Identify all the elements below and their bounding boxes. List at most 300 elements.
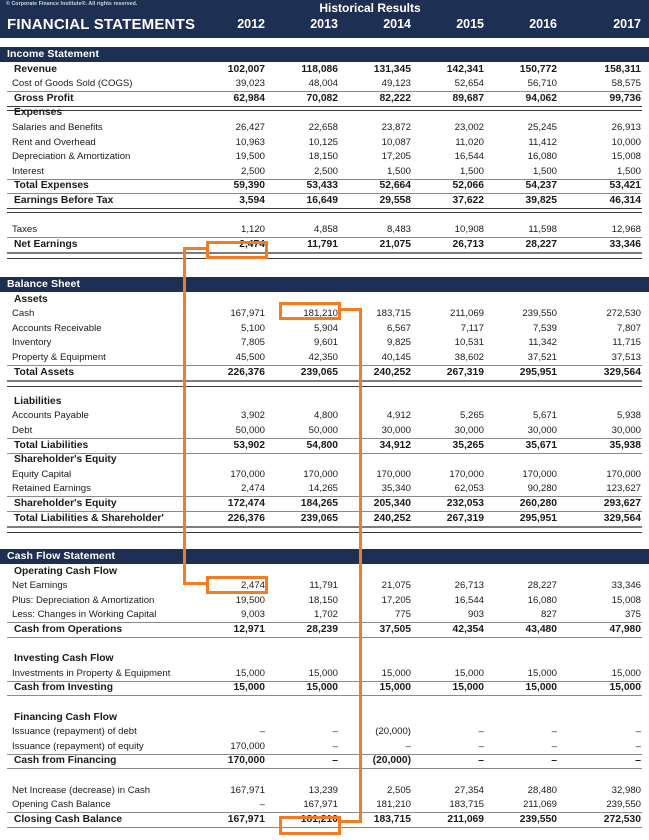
cell-value: 15,000 xyxy=(308,667,338,679)
cell-value: 43,480 xyxy=(525,623,557,635)
table-row xyxy=(0,64,649,79)
table-row xyxy=(0,323,649,338)
cell-value: 9,003 xyxy=(240,609,265,621)
cell-value: 240,252 xyxy=(373,366,411,378)
row-label: Plus: Depreciation & Amortization xyxy=(12,594,155,606)
cell-value: 33,346 xyxy=(609,238,641,250)
cell-value: 1,500 xyxy=(532,165,557,177)
cell-value: 26,427 xyxy=(235,121,265,133)
row-label: Taxes xyxy=(12,224,38,236)
cell-value: 53,902 xyxy=(233,439,265,451)
cell-value: 15,000 xyxy=(381,667,411,679)
cell-value: 19,500 xyxy=(235,594,265,606)
cell-value: 90,280 xyxy=(527,483,557,495)
cell-value: 54,237 xyxy=(525,180,557,192)
row-label: Assets xyxy=(14,293,48,305)
cell-value: 16,544 xyxy=(454,151,484,163)
page-title: FINANCIAL STATEMENTS xyxy=(7,16,196,33)
table-row xyxy=(0,122,649,137)
cell-value: 2,505 xyxy=(386,784,411,796)
cell-value: 94,062 xyxy=(525,92,557,104)
callout-connector-segment xyxy=(183,247,186,585)
cell-value: 10,125 xyxy=(308,136,338,148)
cell-value: 37,622 xyxy=(452,194,484,206)
cell-value: 16,080 xyxy=(527,594,557,606)
cell-value: 53,433 xyxy=(306,180,338,192)
table-row xyxy=(0,454,649,469)
row-label: Total Liabilities xyxy=(14,439,89,451)
row-label: Opening Cash Balance xyxy=(12,799,111,811)
cell-value: – xyxy=(635,726,641,738)
cell-value: 62,984 xyxy=(233,92,265,104)
cell-value: 181,210 xyxy=(300,813,338,825)
cell-value: 33,346 xyxy=(611,580,641,592)
cell-value: 142,341 xyxy=(446,63,484,75)
cell-value: 37,513 xyxy=(611,351,641,363)
cell-value: 15,000 xyxy=(527,667,557,679)
callout-box-net-earnings-income xyxy=(206,241,268,259)
cell-value: 2,474 xyxy=(239,238,265,250)
cell-value: 15,000 xyxy=(379,682,411,694)
row-label: Net Earnings xyxy=(12,580,68,592)
cell-value: 50,000 xyxy=(235,424,265,436)
cell-value: 184,265 xyxy=(300,497,338,509)
cell-value: 15,008 xyxy=(611,151,641,163)
cell-value: 34,912 xyxy=(379,439,411,451)
page-header-bar xyxy=(0,0,649,40)
cell-value: 13,239 xyxy=(308,784,338,796)
row-label: Shareholder's Equity xyxy=(14,497,117,509)
cell-value: 82,222 xyxy=(379,92,411,104)
cell-value: 30,000 xyxy=(454,424,484,436)
cell-value: 10,087 xyxy=(381,136,411,148)
cell-value: 15,000 xyxy=(233,682,265,694)
cell-value: 240,252 xyxy=(373,512,411,524)
cell-value: 35,340 xyxy=(381,483,411,495)
cell-value: 4,858 xyxy=(313,224,338,236)
row-label: Interest xyxy=(12,165,44,177)
row-label: Gross Profit xyxy=(14,92,74,104)
row-label: Cost of Goods Sold (COGS) xyxy=(12,78,133,90)
row-label: Investing Cash Flow xyxy=(14,653,114,665)
cell-value: – xyxy=(332,740,338,752)
cell-value: 54,800 xyxy=(306,439,338,451)
cell-value: 226,376 xyxy=(227,512,265,524)
table-row xyxy=(0,381,649,396)
cell-value: 131,345 xyxy=(373,63,411,75)
cell-value: 2,500 xyxy=(240,165,265,177)
cell-value: 239,550 xyxy=(522,308,557,320)
table-row xyxy=(0,580,649,595)
row-label: Cash from Operations xyxy=(14,623,123,635)
row-label: Revenue xyxy=(14,63,57,75)
cell-value: – xyxy=(551,726,557,738)
row-label: Net Earnings xyxy=(14,238,78,250)
cell-value: 37,521 xyxy=(527,351,557,363)
cell-value: 89,687 xyxy=(452,92,484,104)
cell-value: 170,000 xyxy=(522,468,557,480)
cell-value: 48,004 xyxy=(308,78,338,90)
table-row xyxy=(0,770,649,785)
cell-value: 239,065 xyxy=(300,366,338,378)
cell-value: 211,069 xyxy=(450,308,484,320)
cell-value: – xyxy=(332,726,338,738)
table-row xyxy=(0,697,649,712)
cell-value: 62,053 xyxy=(454,483,484,495)
cell-value: 102,007 xyxy=(227,63,265,75)
row-label: Rent and Overhead xyxy=(12,136,96,148)
cell-value: – xyxy=(332,755,338,767)
cell-value: 30,000 xyxy=(611,424,641,436)
row-label: Cash from Financing xyxy=(14,755,117,767)
row-label: Cash xyxy=(12,308,35,320)
cell-value: – xyxy=(405,740,411,752)
cell-value: 11,020 xyxy=(455,136,484,148)
table-row xyxy=(0,639,649,654)
cell-value: 32,980 xyxy=(611,784,641,796)
table-row xyxy=(0,653,649,668)
callout-connector-segment xyxy=(338,820,362,823)
cell-value: 226,376 xyxy=(227,366,265,378)
cell-value: 39,825 xyxy=(525,194,557,206)
cell-value: 15,000 xyxy=(452,682,484,694)
section-title: Cash Flow Statement xyxy=(7,550,116,562)
cell-value: 15,000 xyxy=(235,667,265,679)
cell-value: 272,530 xyxy=(606,308,641,320)
row-label: Total Expenses xyxy=(14,180,89,192)
row-label: Investments in Property & Equipment xyxy=(12,667,171,679)
row-label: Depreciation & Amortization xyxy=(12,151,131,163)
section-header-cash-flow-statement xyxy=(0,549,649,564)
cell-value: 8,483 xyxy=(386,224,411,236)
cell-value: 11,412 xyxy=(528,136,557,148)
cell-value: 47,980 xyxy=(609,623,641,635)
row-label: Closing Cash Balance xyxy=(14,813,123,825)
row-label: Less: Changes in Working Capital xyxy=(12,609,157,621)
row-label: Debt xyxy=(12,424,33,436)
cell-value: 1,500 xyxy=(386,165,411,177)
cell-value: 11,715 xyxy=(612,337,641,349)
column-header-year-2012: 2012 xyxy=(237,17,265,31)
row-label: Shareholder's Equity xyxy=(14,454,117,466)
cell-value: 118,086 xyxy=(301,63,338,75)
section-title: Balance Sheet xyxy=(7,278,81,290)
cell-value: 19,500 xyxy=(235,151,265,163)
cell-value: 38,602 xyxy=(454,351,484,363)
row-label: Cash from Investing xyxy=(14,682,113,694)
cell-value: 21,075 xyxy=(379,238,411,250)
row-label: Salaries and Benefits xyxy=(12,121,103,133)
cell-value: 99,736 xyxy=(609,92,641,104)
cell-value: 16,544 xyxy=(454,594,484,606)
column-header-year-2013: 2013 xyxy=(310,17,338,31)
cell-value: 25,245 xyxy=(527,121,557,133)
cell-value: 10,531 xyxy=(454,337,484,349)
cell-value: 42,350 xyxy=(308,351,338,363)
cell-value: – xyxy=(478,726,484,738)
row-label: Accounts Payable xyxy=(12,410,89,422)
cell-value: 903 xyxy=(467,609,484,621)
cell-value: 10,000 xyxy=(611,136,641,148)
cell-value: 40,145 xyxy=(381,351,411,363)
table-rule xyxy=(7,526,642,533)
cell-value: 15,000 xyxy=(611,667,641,679)
table-rule xyxy=(7,252,642,259)
table-row xyxy=(0,785,649,800)
cell-value: 17,205 xyxy=(381,594,411,606)
cell-value: 15,000 xyxy=(306,682,338,694)
table-row xyxy=(0,137,649,152)
cell-value: 5,671 xyxy=(532,410,557,422)
table-row xyxy=(0,210,649,225)
row-label: Issuance (repayment) of debt xyxy=(12,726,137,738)
cell-value: 35,265 xyxy=(452,439,484,451)
cell-value: 18,150 xyxy=(308,151,338,163)
cell-value: 205,340 xyxy=(373,497,411,509)
cell-value: 5,100 xyxy=(240,322,265,334)
table-row xyxy=(0,726,649,741)
cell-value: 58,575 xyxy=(611,78,641,90)
cell-value: – xyxy=(551,740,557,752)
cell-value: 6,567 xyxy=(386,322,411,334)
row-label: Retained Earnings xyxy=(12,483,91,495)
row-label: Financing Cash Flow xyxy=(14,711,117,723)
cell-value: 70,082 xyxy=(306,92,338,104)
callout-connector-segment xyxy=(183,582,209,585)
cell-value: 7,117 xyxy=(460,322,484,334)
cell-value: 183,715 xyxy=(376,308,411,320)
row-label: Equity Capital xyxy=(12,468,72,480)
cell-value: 183,715 xyxy=(449,799,484,811)
cell-value: 11,791 xyxy=(307,238,338,250)
cell-value: 4,800 xyxy=(313,410,338,422)
section-header-balance-sheet xyxy=(0,277,649,292)
cell-value: 42,354 xyxy=(452,623,484,635)
cell-value: 267,319 xyxy=(446,512,484,524)
cell-value: 272,530 xyxy=(603,813,641,825)
cell-value: 11,598 xyxy=(528,224,557,236)
cell-value: 50,000 xyxy=(308,424,338,436)
cell-value: 7,807 xyxy=(616,322,641,334)
cell-value: 158,311 xyxy=(604,63,641,75)
cell-value: 39,023 xyxy=(235,78,265,90)
cell-value: 52,066 xyxy=(452,180,484,192)
cell-value: 2,474 xyxy=(240,483,265,495)
cell-value: 239,065 xyxy=(300,512,338,524)
section-title: Income Statement xyxy=(7,48,100,60)
table-row xyxy=(0,151,649,166)
table-row xyxy=(0,469,649,484)
cell-value: 5,938 xyxy=(616,410,641,422)
cell-value: 167,971 xyxy=(230,784,265,796)
cell-value: 27,354 xyxy=(454,784,484,796)
cell-value: 375 xyxy=(624,609,641,621)
cell-value: 7,539 xyxy=(532,322,557,334)
row-label: Inventory xyxy=(12,337,52,349)
column-header-year-2014: 2014 xyxy=(383,17,411,31)
cell-value: 29,558 xyxy=(379,194,411,206)
cell-value: 37,505 xyxy=(379,623,411,635)
cell-value: 1,702 xyxy=(313,609,338,621)
cell-value: 26,913 xyxy=(611,121,641,133)
table-row xyxy=(0,712,649,727)
cell-value: (20,000) xyxy=(375,726,411,738)
table-row xyxy=(0,396,649,411)
cell-value: 11,342 xyxy=(528,337,557,349)
callout-connector-segment xyxy=(359,308,362,823)
cell-value: – xyxy=(259,726,265,738)
callout-box-cash-balance-sheet xyxy=(279,302,341,320)
callout-connector-segment xyxy=(183,247,209,250)
cell-value: 2,474 xyxy=(240,580,265,592)
cell-value: 295,951 xyxy=(519,366,557,378)
cell-value: 53,421 xyxy=(609,180,641,192)
cell-value: 18,150 xyxy=(308,594,338,606)
callout-box-net-earnings-cashflow xyxy=(206,576,268,594)
cell-value: 775 xyxy=(394,609,411,621)
cell-value: 9,601 xyxy=(313,337,338,349)
cell-value: 211,069 xyxy=(447,813,484,825)
cell-value: 293,627 xyxy=(603,497,641,509)
historical-results-label: Historical Results xyxy=(319,1,421,15)
cell-value: 150,772 xyxy=(519,63,557,75)
cell-value: 28,227 xyxy=(525,238,557,250)
copyright-notice: © Corporate Finance Institute®. All rights reserved. xyxy=(6,1,138,7)
cell-value: 211,069 xyxy=(523,799,557,811)
cell-value: 30,000 xyxy=(527,424,557,436)
cell-value: 21,075 xyxy=(381,580,411,592)
cell-value: 26,713 xyxy=(454,580,484,592)
cell-value: 12,971 xyxy=(233,623,265,635)
cell-value: 22,658 xyxy=(308,121,338,133)
cell-value: 7,805 xyxy=(240,337,265,349)
row-label: Total Assets xyxy=(14,366,75,378)
cell-value: 3,902 xyxy=(240,410,265,422)
cell-value: 170,000 xyxy=(376,468,411,480)
table-row xyxy=(0,410,649,425)
cell-value: 23,002 xyxy=(454,121,484,133)
cell-value: (20,000) xyxy=(372,755,411,767)
cell-value: – xyxy=(478,755,484,767)
cell-value: 35,938 xyxy=(609,439,641,451)
row-label: Issuance (repayment) of equity xyxy=(12,740,144,752)
cell-value: 167,971 xyxy=(227,813,265,825)
cell-value: 167,971 xyxy=(303,799,338,811)
column-header-year-2017: 2017 xyxy=(613,17,641,31)
cell-value: 239,550 xyxy=(606,799,641,811)
cell-value: 1,120 xyxy=(240,224,265,236)
row-label: Property & Equipment xyxy=(12,351,106,363)
cell-value: 15,008 xyxy=(611,594,641,606)
cell-value: – xyxy=(259,799,265,811)
row-label: Liabilities xyxy=(14,395,62,407)
cell-value: – xyxy=(551,755,557,767)
cell-value: 52,654 xyxy=(454,78,484,90)
cell-value: 123,627 xyxy=(606,483,641,495)
cell-value: 28,227 xyxy=(527,580,557,592)
table-row xyxy=(0,595,649,610)
cell-value: 239,550 xyxy=(519,813,557,825)
cell-value: 56,710 xyxy=(527,78,557,90)
cell-value: 35,671 xyxy=(525,439,557,451)
row-label: Net Increase (decrease) in Cash xyxy=(12,784,151,796)
row-label: Expenses xyxy=(14,107,63,119)
cell-value: 181,210 xyxy=(303,308,338,320)
cell-value: – xyxy=(635,740,641,752)
cell-value: 181,210 xyxy=(376,799,411,811)
cell-value: 5,265 xyxy=(459,410,484,422)
cell-value: 17,205 xyxy=(381,151,411,163)
cell-value: 3,594 xyxy=(239,194,265,206)
cell-value: 15,000 xyxy=(454,667,484,679)
cell-value: 1,500 xyxy=(459,165,484,177)
row-label: Operating Cash Flow xyxy=(14,565,117,577)
row-label: Total Liabilities & Shareholder' xyxy=(14,512,164,524)
cell-value: 10,908 xyxy=(454,224,484,236)
cell-value: 329,564 xyxy=(603,512,641,524)
cell-value: 170,000 xyxy=(303,468,338,480)
row-label: Accounts Receivable xyxy=(12,322,102,334)
cell-value: 295,951 xyxy=(519,512,557,524)
cell-value: 232,053 xyxy=(446,497,484,509)
cell-value: 46,314 xyxy=(609,194,641,206)
cell-value: 12,968 xyxy=(611,224,641,236)
cell-value: 28,239 xyxy=(306,623,338,635)
column-header-year-2015: 2015 xyxy=(456,17,484,31)
cell-value: 172,474 xyxy=(227,497,265,509)
cell-value: 15,000 xyxy=(609,682,641,694)
cell-value: 15,000 xyxy=(525,682,557,694)
cell-value: 170,000 xyxy=(230,468,265,480)
cell-value: 59,390 xyxy=(233,180,265,192)
cell-value: 267,319 xyxy=(446,366,484,378)
cell-value: 16,080 xyxy=(527,151,557,163)
cell-value: 170,000 xyxy=(449,468,484,480)
table-row xyxy=(0,337,649,352)
column-header-year-2016: 2016 xyxy=(529,17,557,31)
cell-value: 183,715 xyxy=(373,813,411,825)
cell-value: 11,791 xyxy=(309,580,338,592)
cell-value: – xyxy=(478,740,484,752)
cell-value: 5,904 xyxy=(313,322,338,334)
table-row xyxy=(0,107,649,122)
cell-value: 1,500 xyxy=(616,165,641,177)
cell-value: 329,564 xyxy=(603,366,641,378)
cell-value: 170,000 xyxy=(230,740,265,752)
row-label: Earnings Before Tax xyxy=(14,194,114,206)
section-header-income-statement xyxy=(0,47,649,62)
cell-value: 30,000 xyxy=(381,424,411,436)
cell-value: 26,713 xyxy=(452,238,484,250)
cell-value: 167,971 xyxy=(230,308,265,320)
cell-value: 170,000 xyxy=(606,468,641,480)
cell-value: – xyxy=(635,755,641,767)
cell-value: 52,664 xyxy=(379,180,411,192)
cell-value: 170,000 xyxy=(227,755,265,767)
cell-value: 827 xyxy=(540,609,557,621)
cell-value: 4,912 xyxy=(386,410,411,422)
table-row xyxy=(0,566,649,581)
cell-value: 9,825 xyxy=(386,337,411,349)
callout-box-closing-cash-balance xyxy=(279,816,341,835)
cell-value: 23,872 xyxy=(381,121,411,133)
cell-value: 10,963 xyxy=(235,136,265,148)
cell-value: 49,123 xyxy=(381,78,411,90)
cell-value: 2,500 xyxy=(313,165,338,177)
cell-value: 45,500 xyxy=(235,351,265,363)
cell-value: 260,280 xyxy=(519,497,557,509)
cell-value: 16,649 xyxy=(306,194,338,206)
